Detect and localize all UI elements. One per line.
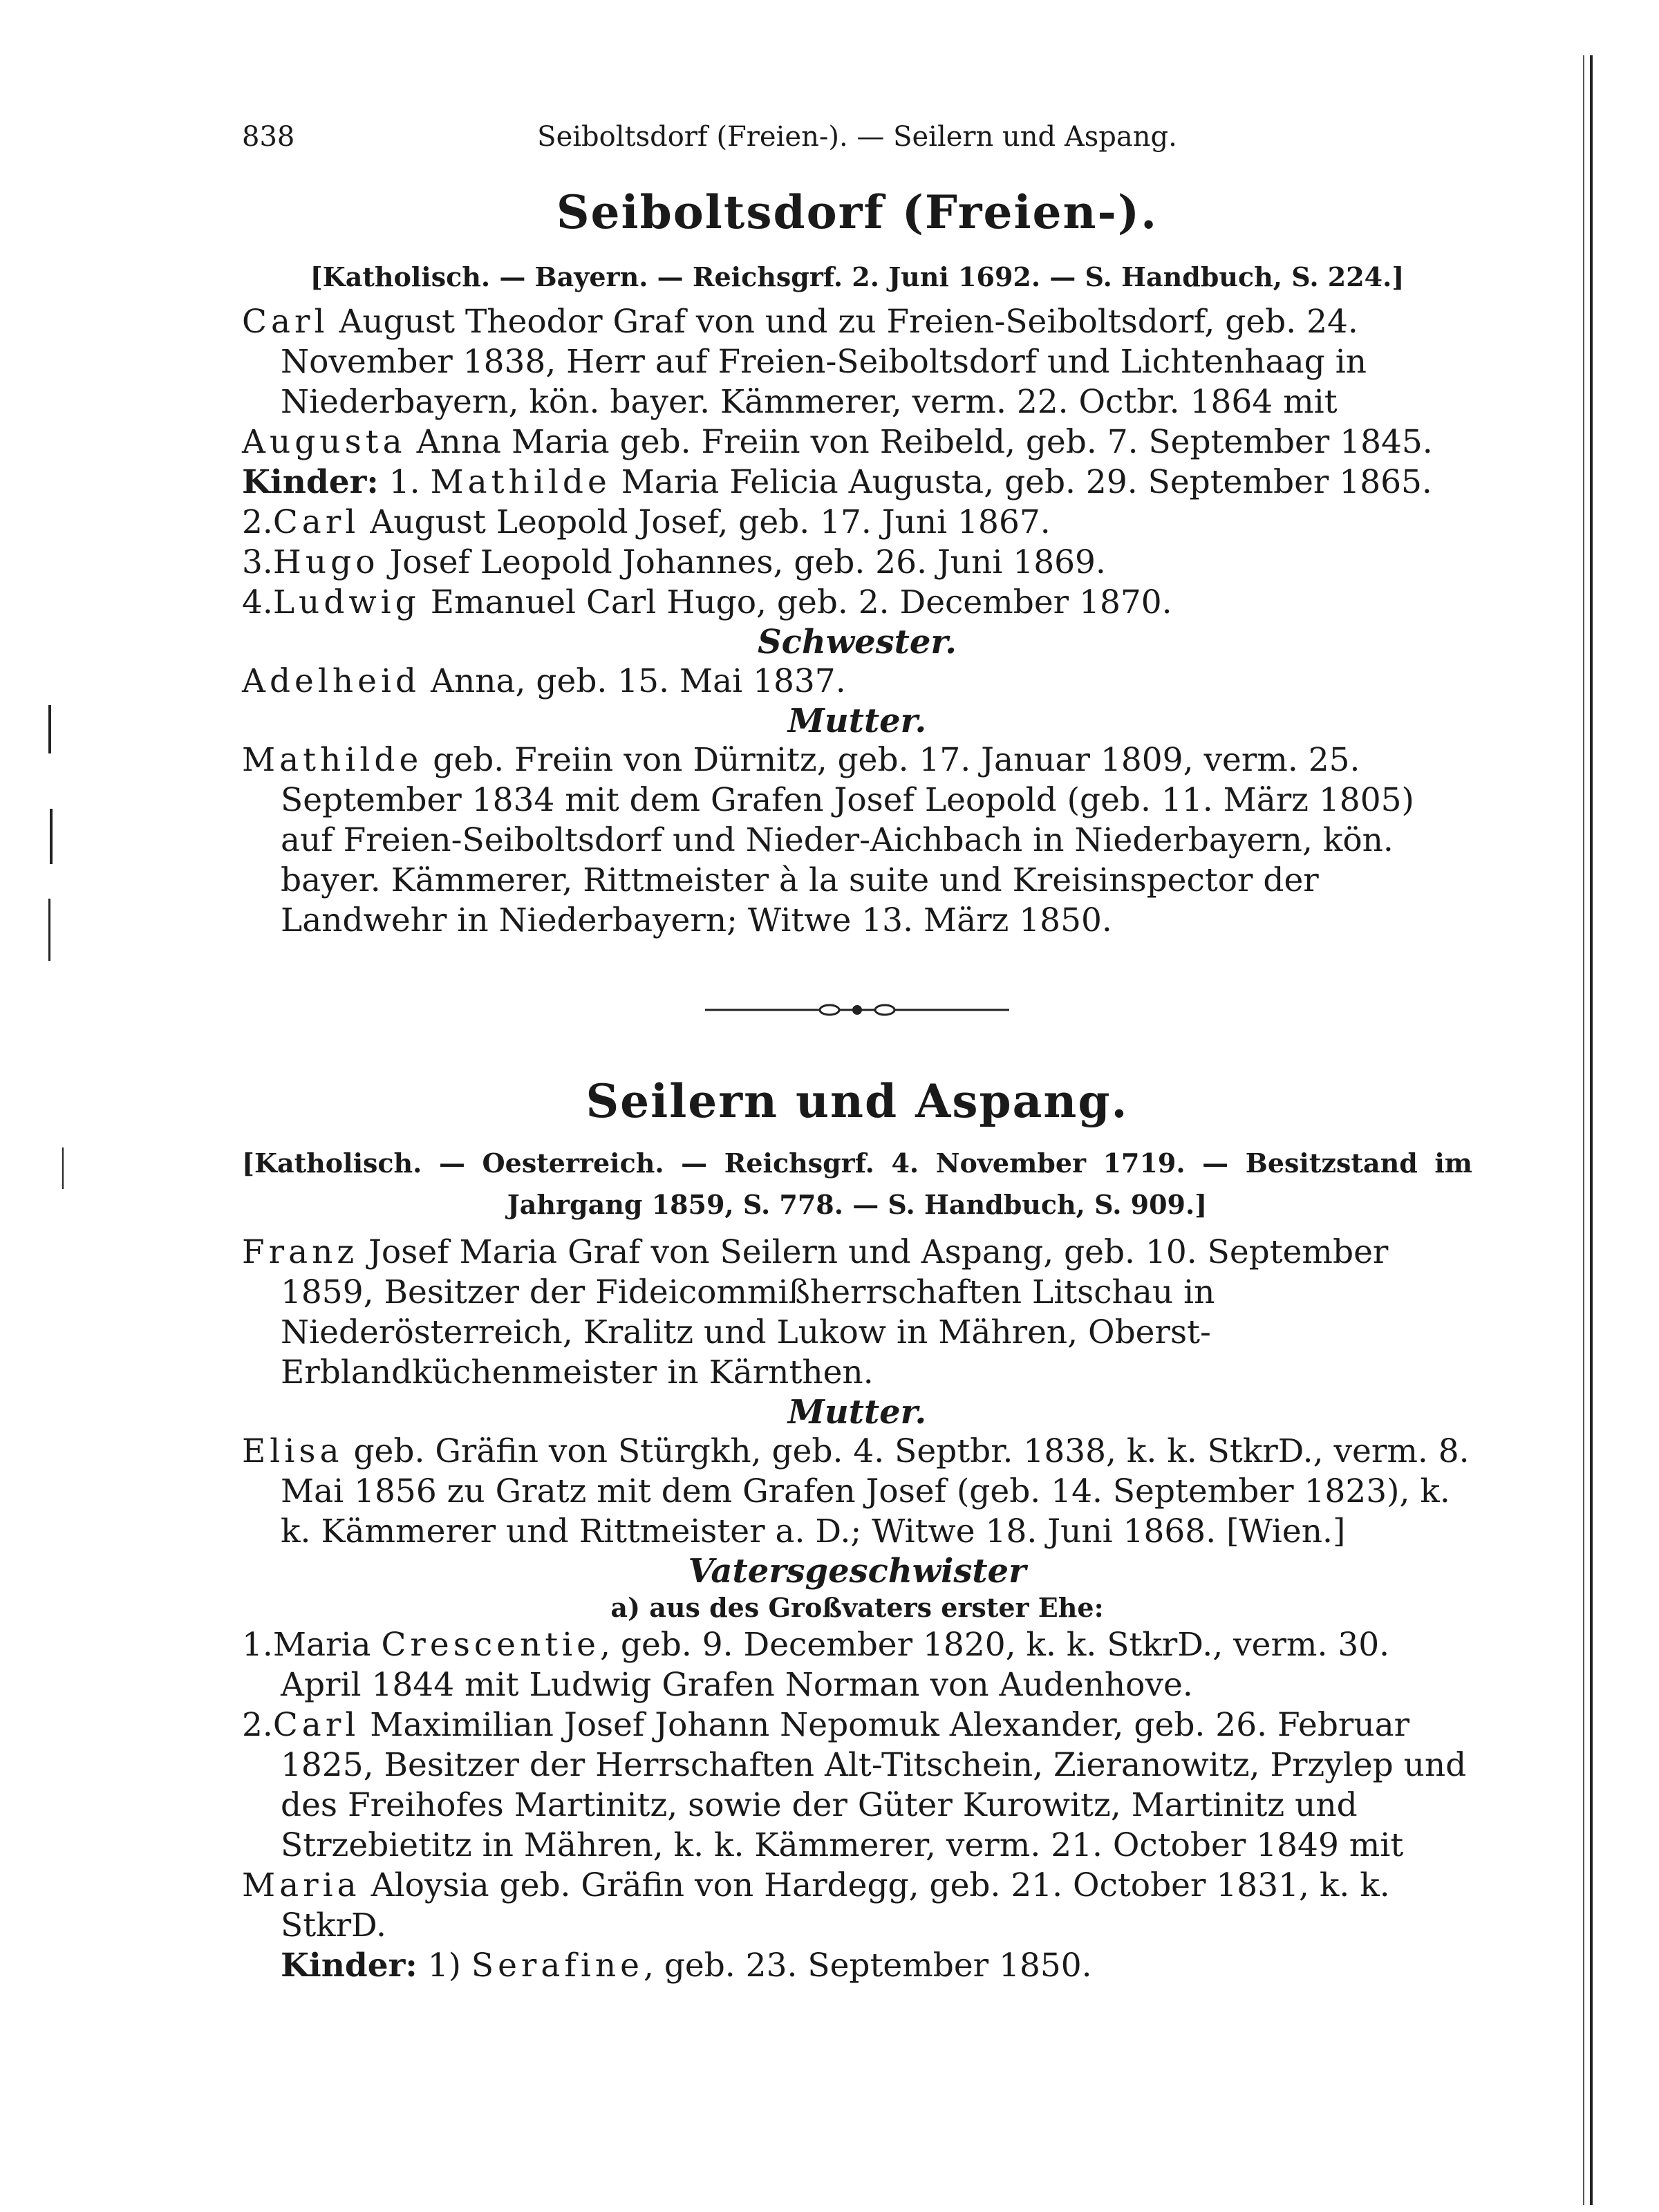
section-seiboltsdorf — [242, 180, 1472, 941]
children-label: Kinder: — [281, 1947, 418, 1985]
wife-name: Maria — [242, 1866, 361, 1904]
sibling-entry — [242, 1705, 1472, 1866]
mother-heading: Mutter. — [787, 1393, 927, 1432]
sibling-name-spaced: Crescentie — [381, 1626, 600, 1664]
mother-entry — [242, 1432, 1472, 1552]
sibling-text: , geb. 9. December 1820, k. k. StkrD., verm. 30. April 1844 mit Ludwig Grafen Norman von Audenhove. — [281, 1626, 1390, 1704]
child-entry — [242, 583, 1472, 623]
children-entry — [242, 1946, 1472, 1986]
sister-entry — [242, 662, 1472, 702]
sibling-name: Carl — [272, 1706, 360, 1744]
sister-heading: Schwester. — [758, 623, 957, 662]
mother-heading: Mutter. — [787, 702, 927, 740]
child-text: August Leopold Josef, geb. 17. Juni 1867. — [370, 503, 1051, 541]
running-head-title: Seiboltsdorf (Freien-). — Seilern und Aspang. — [537, 121, 1177, 153]
page-edge-line — [1583, 55, 1584, 2205]
mother-name: Mathilde — [242, 741, 423, 779]
child-text: Emanuel Carl Hugo, geb. 2. December 1870. — [430, 583, 1172, 621]
page-number: 838 — [242, 121, 295, 153]
wife-entry — [242, 422, 1472, 462]
sibling-text: Maximilian Josef Johann Nepomuk Alexander, geb. 26. Februar 1825, Besitzer der Herrschaften Alt-Titschein, Zieranowitz, Przylep und des Freihofes Martinitz, sowie der Güter Kurowitz, Martinitz und Strzebietitz in Mähren, k. k. Kämmerer, verm. 21. October 1849 mit — [281, 1706, 1467, 1864]
paternal-heading: Vatersgeschwister — [688, 1552, 1027, 1591]
mother-name: Elisa — [242, 1432, 344, 1470]
sibling-number: 2. — [242, 1706, 273, 1744]
child-text: Josef Leopold Johannes, geb. 26. Juni 1869. — [389, 543, 1106, 581]
mother-text: geb. Gräfin von Stürgkh, geb. 4. Septbr. 1838, k. k. StkrD., verm. 8. Mai 1856 zu Gratz mit dem Grafen Josef (geb. 14. September 1823), k. k. Kämmerer und Rittmeister a. D.; Witwe 18. Juni 1868. [Wien.] — [281, 1432, 1470, 1550]
head-name: Carl — [242, 303, 329, 341]
head-entry — [242, 302, 1472, 422]
child-number: 4. — [242, 583, 273, 621]
section-meta: [Katholisch. — Oesterreich. — Reichsgrf. 4. November 1719. — Besitzstand im Jahrgang 1859, S. 778. — S. Handbuch, S. 909.] — [242, 1147, 1472, 1220]
section-divider — [242, 1002, 1472, 1018]
section-seilern — [242, 1069, 1472, 1986]
child-name: Mathilde — [430, 463, 611, 501]
child-name: Carl — [272, 503, 360, 541]
book-page — [242, 121, 1472, 1986]
section-meta: [Katholisch. — Bayern. — Reichsgrf. 2. Juni 1692. — S. Handbuch, S. 224.] — [310, 261, 1405, 292]
child-name: Hugo — [272, 543, 379, 581]
mother-text: geb. Freiin von Dürnitz, geb. 17. Januar 1809, verm. 25. September 1834 mit dem Grafen Josef Leopold (geb. 11. März 1805) auf Freien-Seiboltsdorf und Nieder-Aichbach in Niederbayern, kön. bayer. Kämmerer, Rittmeister à la suite und Kreisinspector der Landwehr in Niederbayern; Witwe 13. März 1850. — [281, 741, 1414, 939]
children-label: Kinder: — [242, 463, 379, 501]
sister-name: Adelheid — [242, 662, 421, 700]
wife-name: Augusta — [242, 423, 406, 461]
child-entry — [242, 503, 1472, 543]
paternal-subheading: a) aus des Großvaters erster Ehe: — [610, 1592, 1104, 1623]
child-number: 1. — [388, 463, 420, 501]
child-name: Ludwig — [272, 583, 420, 621]
wife-text: Anna Maria geb. Freiin von Reibeld, geb. 7. September 1845. — [416, 423, 1433, 461]
wife-text: Aloysia geb. Gräfin von Hardegg, geb. 21. October 1831, k. k. StkrD. — [281, 1866, 1390, 1944]
section-title: Seiboltsdorf (Freien-). — [556, 185, 1159, 239]
scan-mark — [50, 809, 53, 864]
binding-edge-rule — [1590, 55, 1593, 2205]
child-number: 2. — [242, 503, 273, 541]
children-entry — [242, 462, 1472, 503]
sibling-number: 1. — [242, 1626, 273, 1664]
head-text: August Theodor Graf von und zu Freien-Seiboltsdorf, geb. 24. November 1838, Herr auf Freien-Seiboltsdorf und Lichtenhaag in Niederbayern, kön. bayer. Kämmerer, verm. 22. Octbr. 1864 mit — [281, 303, 1367, 421]
scan-mark — [48, 899, 50, 961]
head-entry — [242, 1232, 1472, 1393]
ornament-icon — [705, 1002, 1009, 1018]
child-number: 3. — [242, 543, 273, 581]
head-text: Josef Maria Graf von Seilern und Aspang, geb. 10. September 1859, Besitzer der Fideicommißherrschaften Litschau in Niederösterreich, Kralitz und Lukow in Mähren, Oberst-Erblandküchenmeister in Kärnthen. — [281, 1233, 1389, 1391]
wife-entry — [242, 1866, 1472, 1946]
running-head — [242, 121, 1472, 165]
scan-mark — [48, 705, 51, 753]
child-entry — [242, 543, 1472, 583]
sibling-entry — [242, 1625, 1472, 1705]
sister-text: Anna, geb. 15. Mai 1837. — [431, 662, 846, 700]
scan-mark — [62, 1147, 64, 1189]
section-title: Seilern und Aspang. — [585, 1074, 1129, 1128]
head-name: Franz — [242, 1233, 359, 1271]
child-text: Maria Felicia Augusta, geb. 29. September 1865. — [621, 463, 1432, 501]
child-number: 1) — [427, 1947, 461, 1985]
child-text: , geb. 23. September 1850. — [643, 1947, 1092, 1985]
sibling-name: Maria — [272, 1626, 371, 1664]
child-name: Serafine — [471, 1947, 644, 1985]
mother-entry — [242, 740, 1472, 941]
